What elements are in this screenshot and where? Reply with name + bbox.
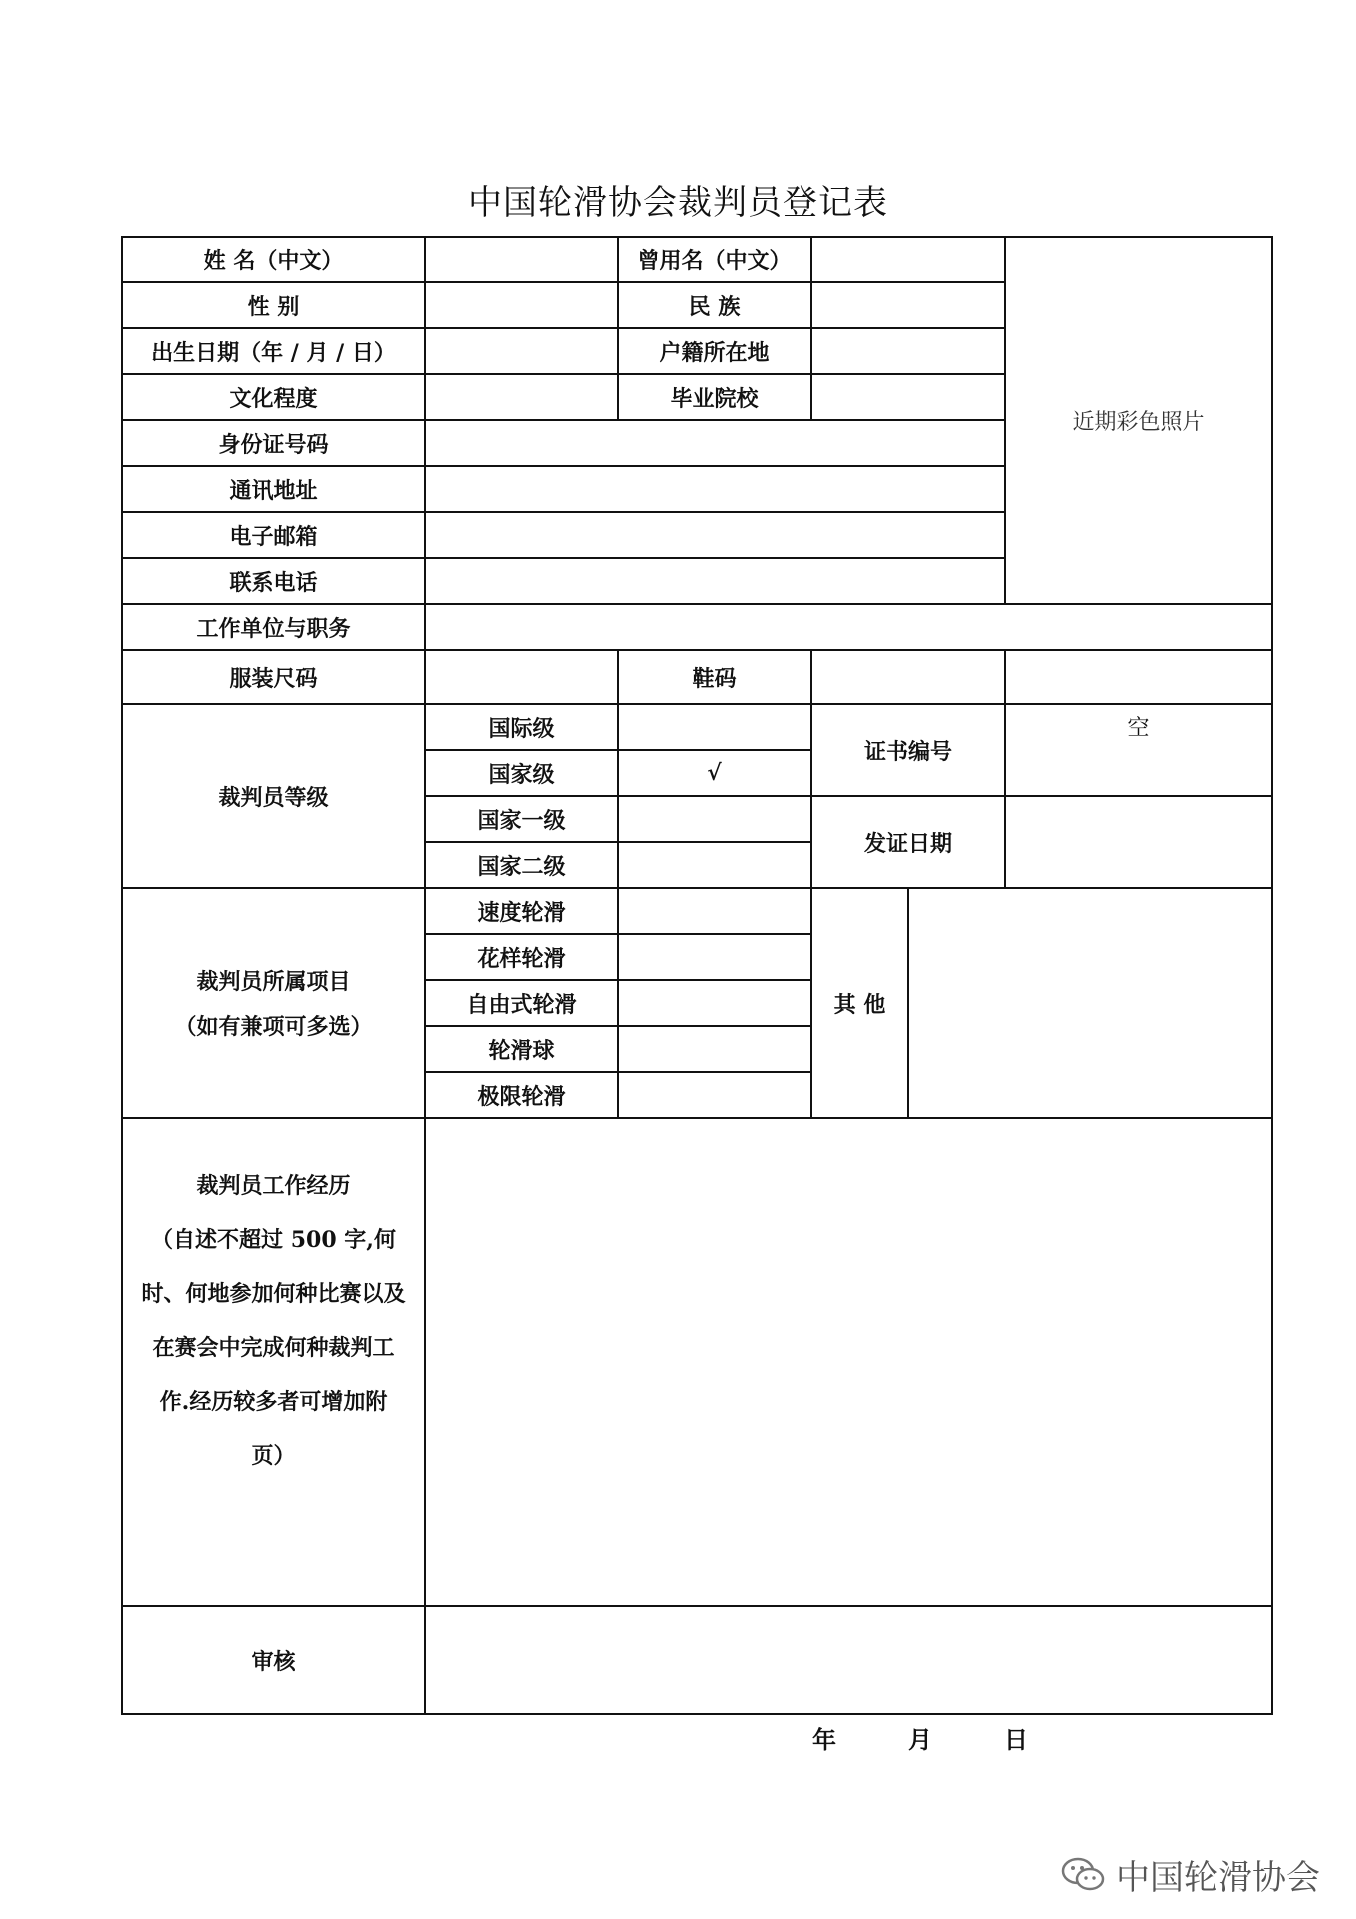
field-extra[interactable] [1005, 650, 1272, 704]
field-address[interactable] [425, 466, 1005, 512]
field-ethnicity[interactable] [811, 282, 1005, 328]
date-month: 月 [908, 1725, 932, 1754]
label-former-name: 曾用名（中文） [618, 237, 811, 282]
date-day: 日 [1004, 1725, 1028, 1754]
label-projects-line1: 裁判员所属项目 [196, 969, 351, 995]
field-shoe-size[interactable] [811, 650, 1005, 704]
project-extreme: 极限轮滑 [425, 1072, 618, 1118]
experience-line-6: 页） [251, 1443, 296, 1469]
label-name: 姓 名（中文） [122, 237, 425, 282]
label-issue-date: 发证日期 [811, 796, 1005, 888]
experience-line-2: （自述不超过 500 字,何 [151, 1227, 396, 1253]
watermark-text: 中国轮滑协会 [1116, 1858, 1320, 1898]
field-phone[interactable] [425, 558, 1005, 604]
field-project-extreme[interactable] [618, 1072, 811, 1118]
field-other[interactable] [908, 888, 1272, 1118]
experience-line-1: 裁判员工作经历 [196, 1173, 351, 1199]
field-review[interactable] [425, 1606, 1272, 1714]
label-cert-number: 证书编号 [811, 704, 1005, 796]
field-project-hockey[interactable] [618, 1026, 811, 1072]
label-gender: 性 别 [122, 282, 425, 328]
field-level-national-second[interactable] [618, 842, 811, 888]
level-national: 国家级 [425, 750, 618, 796]
experience-line-4: 在赛会中完成何种裁判工 [152, 1335, 395, 1361]
label-review: 审核 [122, 1606, 425, 1714]
experience-line-3: 时、何地参加何种比赛以及 [141, 1281, 406, 1307]
label-projects [122, 888, 425, 1118]
project-freestyle: 自由式轮滑 [425, 980, 618, 1026]
label-projects-line2: （如有兼项可多选） [174, 1014, 373, 1040]
label-clothing-size: 服装尺码 [122, 650, 425, 704]
project-speed: 速度轮滑 [425, 888, 618, 934]
field-school[interactable] [811, 374, 1005, 420]
field-level-national-first[interactable] [618, 796, 811, 842]
label-shoe-size: 鞋码 [618, 650, 811, 704]
field-level-national[interactable]: √ [618, 750, 811, 796]
date-year: 年 [812, 1725, 836, 1754]
level-national-second: 国家二级 [425, 842, 618, 888]
label-address: 通讯地址 [122, 466, 425, 512]
field-level-international[interactable] [618, 704, 811, 750]
field-project-figure[interactable] [618, 934, 811, 980]
label-experience [122, 1118, 425, 1606]
field-former-name[interactable] [811, 237, 1005, 282]
level-national-first: 国家一级 [425, 796, 618, 842]
label-household: 户籍所在地 [618, 328, 811, 374]
field-birthdate[interactable] [425, 328, 618, 374]
photo-box[interactable]: 近期彩色照片 [1005, 237, 1272, 604]
field-project-freestyle[interactable] [618, 980, 811, 1026]
page-title: 中国轮滑协会裁判员登记表 [468, 183, 888, 223]
label-referee-level: 裁判员等级 [122, 704, 425, 888]
field-work-unit[interactable] [425, 604, 1272, 650]
level-international: 国际级 [425, 704, 618, 750]
label-id-number: 身份证号码 [122, 420, 425, 466]
label-phone: 联系电话 [122, 558, 425, 604]
label-other: 其 他 [811, 888, 908, 1118]
field-project-speed[interactable] [618, 888, 811, 934]
label-work-unit: 工作单位与职务 [122, 604, 425, 650]
watermark [1060, 1850, 1320, 1899]
label-school: 毕业院校 [618, 374, 811, 420]
experience-line-5: 作.经历较多者可增加附 [159, 1389, 388, 1415]
field-cert-number[interactable]: 空 [1005, 704, 1272, 796]
field-email[interactable] [425, 512, 1005, 558]
field-id-number[interactable] [425, 420, 1005, 466]
field-experience[interactable] [425, 1118, 1272, 1606]
project-hockey: 轮滑球 [425, 1026, 618, 1072]
field-household[interactable] [811, 328, 1005, 374]
label-education: 文化程度 [122, 374, 425, 420]
field-education[interactable] [425, 374, 618, 420]
wechat-icon [1060, 1855, 1106, 1895]
label-birthdate: 出生日期（年 / 月 / 日） [122, 328, 425, 374]
label-email: 电子邮箱 [122, 512, 425, 558]
registration-form [121, 236, 1273, 1715]
project-figure: 花样轮滑 [425, 934, 618, 980]
field-clothing-size[interactable] [425, 650, 618, 704]
field-gender[interactable] [425, 282, 618, 328]
field-issue-date[interactable] [1005, 796, 1272, 888]
label-ethnicity: 民 族 [618, 282, 811, 328]
field-name[interactable] [425, 237, 618, 282]
